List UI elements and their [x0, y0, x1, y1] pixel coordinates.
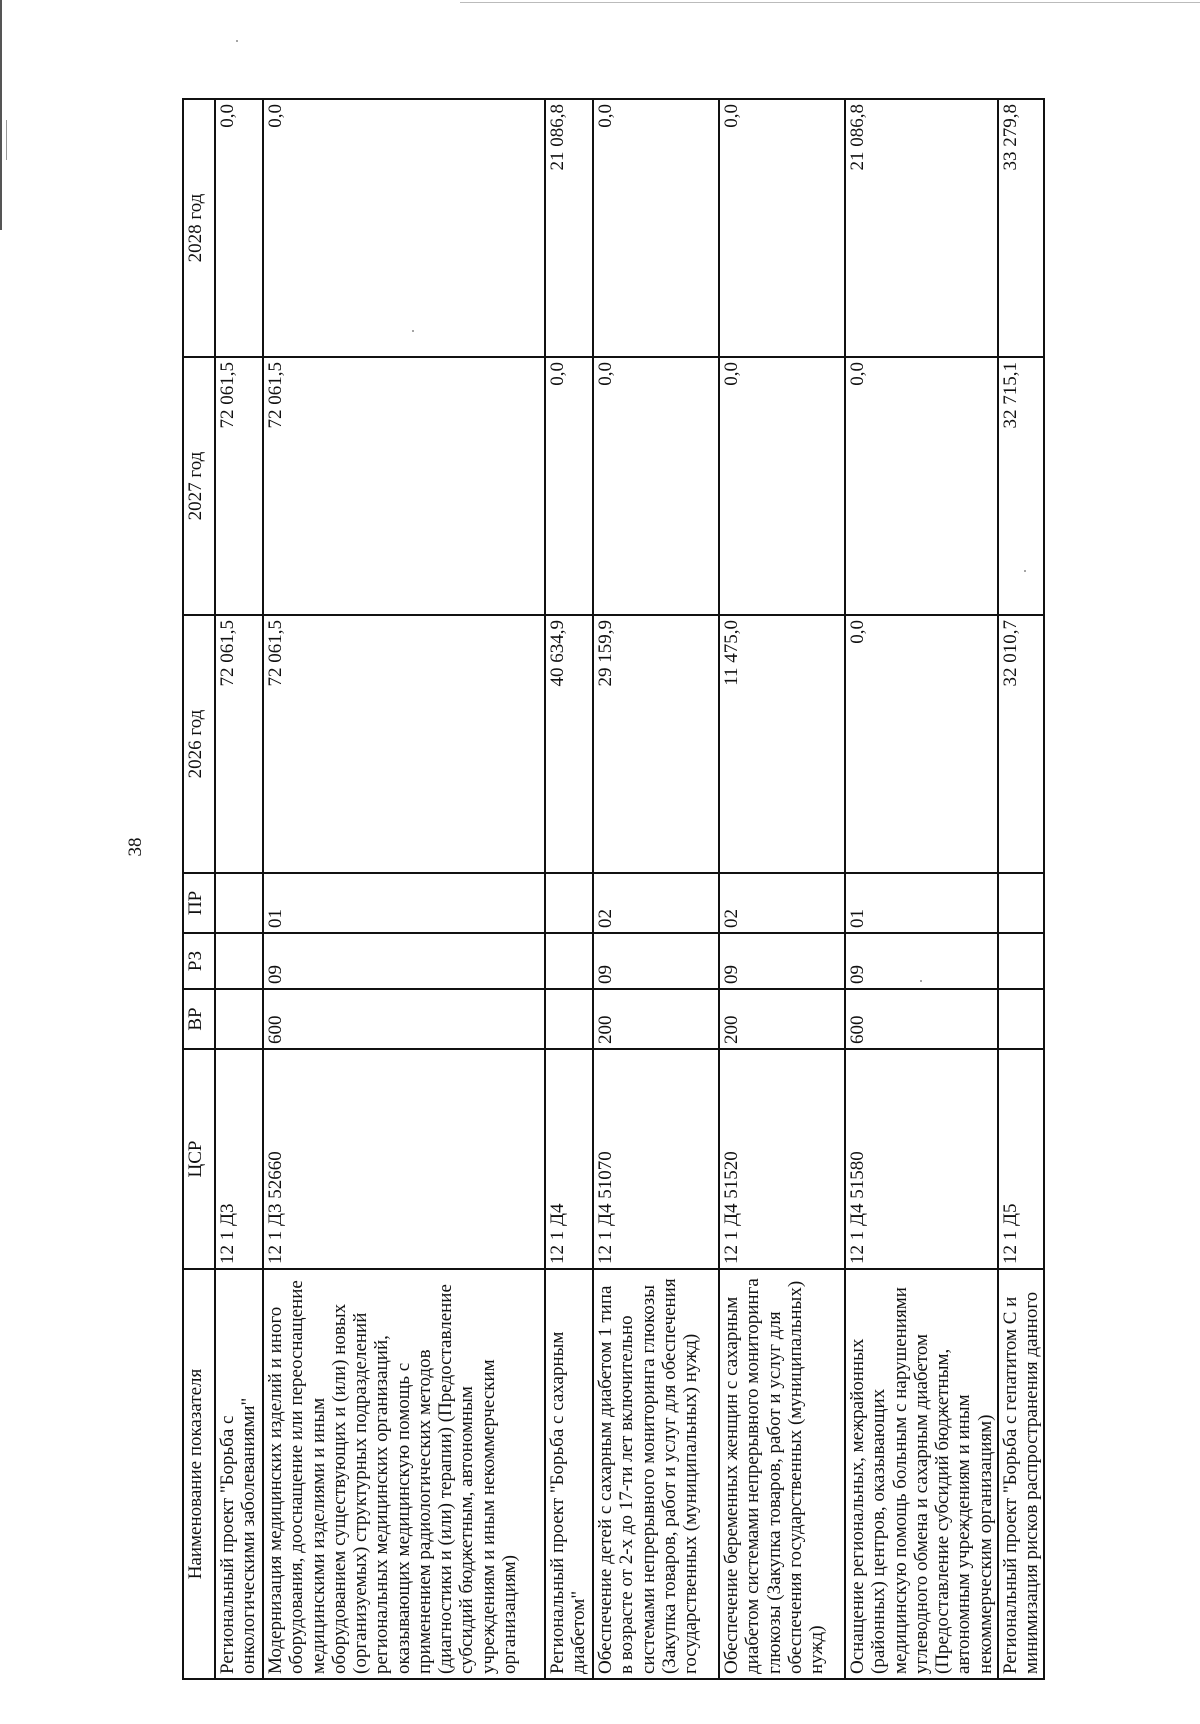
- row-2026: 72 061,5: [263, 615, 545, 873]
- budget-table: [182, 98, 1045, 1680]
- row-pr: [215, 873, 263, 933]
- row-rz: 09: [263, 933, 545, 989]
- row-vr: 200: [593, 989, 719, 1049]
- row-2028: 21 086,8: [545, 99, 593, 357]
- row-csr: 12 1 Д5: [998, 1049, 1045, 1269]
- row-vr: [545, 989, 593, 1049]
- row-csr: 12 1 Д3: [215, 1049, 263, 1269]
- row-2026: 29 159,9: [593, 615, 719, 873]
- row-2028: 0,0: [593, 99, 719, 357]
- table-row: [998, 99, 1045, 1679]
- row-pr: 02: [593, 873, 719, 933]
- row-csr: 12 1 Д3 52660: [263, 1049, 545, 1269]
- row-2028: 33 279,8: [998, 99, 1045, 357]
- header-name: Наименование показателя: [183, 1269, 215, 1679]
- scan-speck: [236, 40, 238, 42]
- table-row: [593, 99, 719, 1679]
- row-rz: 09: [845, 933, 998, 989]
- row-rz: 09: [719, 933, 845, 989]
- row-pr: 01: [263, 873, 545, 933]
- row-2027: 32 715,1: [998, 357, 1045, 615]
- table-row: [545, 99, 593, 1679]
- table-header-row: [183, 99, 215, 1679]
- row-name: Оснащение региональных, межрайонных (районных) центров, оказывающих медицинскую помощь больным с нарушениями углеводного обмена и сахарным диабетом (Предоставление субсидий бюджетным, автономным учреждениям и иным некоммерческим организациям): [845, 1269, 998, 1679]
- table-row: [215, 99, 263, 1679]
- row-2028: 21 086,8: [845, 99, 998, 357]
- row-name: Региональный проект "Борьба с сахарным диабетом": [545, 1269, 593, 1679]
- row-2026: 11 475,0: [719, 615, 845, 873]
- table-row: [845, 99, 998, 1679]
- row-name: Модернизация медицинских изделий и иного оборудования, дооснащение или переоснащение медицинскими изделиями и иным оборудованием существующих и (или) новых (организуемых) структурных подразделений региональных медицинских организаций, оказывающих медицинскую помощь с применением радиологических методов (диагностики и (или) терапии) (Предоставление субсидий бюджетным, автономным учреждениям и иным некоммерческим организациям): [263, 1269, 545, 1679]
- row-2028: 0,0: [215, 99, 263, 357]
- header-rz: РЗ: [183, 933, 215, 989]
- row-2027: 0,0: [593, 357, 719, 615]
- row-rz: [998, 933, 1045, 989]
- row-pr: 02: [719, 873, 845, 933]
- row-pr: 01: [845, 873, 998, 933]
- row-name: Обеспечение детей с сахарным диабетом 1 типа в возрасте от 2-х до 17-ти лет включительно системами непрерывного мониторинга глюкозы (Закупка товаров, работ и услуг для обеспечения государственных (муниципальных) нужд): [593, 1269, 719, 1679]
- row-vr: [998, 989, 1045, 1049]
- row-name: Региональный проект "Борьба с гепатитом С и минимизация рисков распространения данного: [998, 1269, 1045, 1679]
- row-2026: 40 634,9: [545, 615, 593, 873]
- row-2026: 72 061,5: [215, 615, 263, 873]
- row-rz: [215, 933, 263, 989]
- row-2028: 0,0: [719, 99, 845, 357]
- row-vr: [215, 989, 263, 1049]
- row-name: Региональный проект "Борьба с онкологическими заболеваниями": [215, 1269, 263, 1679]
- row-2027: 72 061,5: [215, 357, 263, 615]
- scan-edge: [0, 0, 2, 230]
- rotated-table-container: [182, 100, 1043, 1680]
- row-pr: [545, 873, 593, 933]
- row-csr: 12 1 Д4 51580: [845, 1049, 998, 1269]
- row-2026: 0,0: [845, 615, 998, 873]
- row-rz: 09: [593, 933, 719, 989]
- header-2027: 2027 год: [183, 357, 215, 615]
- row-2027: 0,0: [545, 357, 593, 615]
- row-vr: 200: [719, 989, 845, 1049]
- header-pr: ПР: [183, 873, 215, 933]
- header-vr: ВР: [183, 989, 215, 1049]
- scan-top-line: [460, 2, 1200, 3]
- row-pr: [998, 873, 1045, 933]
- page-number: 38: [125, 837, 146, 857]
- row-csr: 12 1 Д4 51520: [719, 1049, 845, 1269]
- table-row: [263, 99, 545, 1679]
- row-2027: 0,0: [845, 357, 998, 615]
- row-rz: [545, 933, 593, 989]
- row-2028: 0,0: [263, 99, 545, 357]
- row-2027: 0,0: [719, 357, 845, 615]
- header-csr: ЦСР: [183, 1049, 215, 1269]
- row-vr: 600: [263, 989, 545, 1049]
- row-csr: 12 1 Д4 51070: [593, 1049, 719, 1269]
- header-2028: 2028 год: [183, 99, 215, 357]
- row-vr: 600: [845, 989, 998, 1049]
- row-csr: 12 1 Д4: [545, 1049, 593, 1269]
- row-name: Обеспечение беременных женщин с сахарным диабетом системами непрерывного мониторинга глюкозы (Закупка товаров, работ и услуг для обеспечения государственных (муниципальных) нужд): [719, 1269, 845, 1679]
- row-2026: 32 010,7: [998, 615, 1045, 873]
- header-2026: 2026 год: [183, 615, 215, 873]
- row-2027: 72 061,5: [263, 357, 545, 615]
- table-row: [719, 99, 845, 1679]
- scan-edge-mark: [6, 120, 7, 160]
